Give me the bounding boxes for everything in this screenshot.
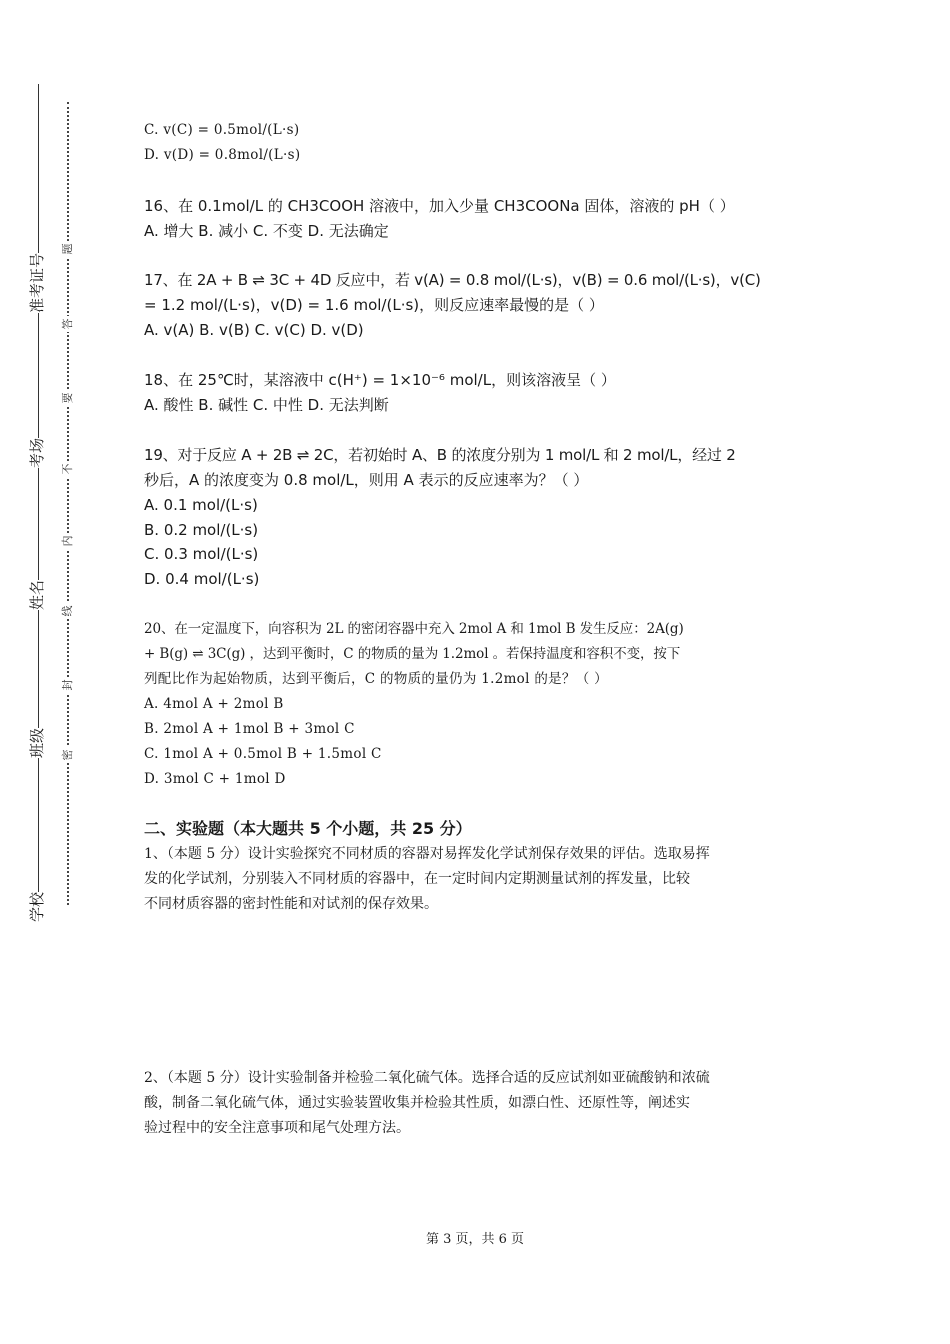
exp1-line1: 1、（本题 5 分）设计实验探究不同材质的容器对易挥发化学试剂保存效果的评估。选取易挥 xyxy=(144,846,710,862)
seal-char: 题 xyxy=(60,241,76,257)
seal-char: 要 xyxy=(60,390,76,406)
q19-option-b: B. 0.2 mol/(L·s) xyxy=(144,521,259,539)
q20-option-c: C. 1mol A + 0.5mol B + 1.5mol C xyxy=(144,746,382,762)
exam-room-label: 考场 xyxy=(28,437,46,468)
class-label: 班级 xyxy=(28,727,46,758)
q19-stem-line1: 19、对于反应 A + 2B ⇌ 2C，若初始时 A、B 的浓度分别为 1 mol/L 和 2 mol/L，经过 2 xyxy=(144,446,736,464)
q17-stem-line2: = 1.2 mol/(L·s)，v(D) = 1.6 mol/(L·s)，则反应速率最慢的是（ ） xyxy=(144,296,604,314)
seal-char: 密 xyxy=(60,747,76,763)
seal-char: 答 xyxy=(60,316,76,332)
q19-option-c: C. 0.3 mol/(L·s) xyxy=(144,545,259,563)
seal-char: 封 xyxy=(60,677,76,693)
school-label: 学校 xyxy=(28,891,46,922)
seal-char: 不 xyxy=(60,461,76,477)
seal-dotted-line xyxy=(67,102,69,905)
page-footer: 第 3 页，共 6 页 xyxy=(425,1232,525,1247)
q20-stem-line1: 20、在一定温度下，向容积为 2L 的密闭容器中充入 2mol A 和 1mol B 发生反应：2A(g) xyxy=(144,621,684,637)
exp1-line2: 发的化学试剂，分别装入不同材质的容器中，在一定时间内定期测量试剂的挥发量，比较 xyxy=(144,871,690,887)
q19-option-a: A. 0.1 mol/(L·s) xyxy=(144,496,258,514)
q17-stem-line1: 17、在 2A + B ⇌ 3C + 4D 反应中，若 v(A) = 0.8 mol/(L·s)，v(B) = 0.6 mol/(L·s)，v(C) xyxy=(144,271,761,289)
exp2-line3: 验过程中的安全注意事项和尾气处理方法。 xyxy=(144,1120,410,1136)
seal-char: 内 xyxy=(60,533,76,549)
binding-line xyxy=(38,84,39,919)
q20-stem-line2: + B(g) ⇌ 3C(g) ，达到平衡时，C 的物质的量为 1.2mol 。若保持温度和容积不变，按下 xyxy=(144,646,681,662)
exp1-line3: 不同材质容器的密封性能和对试剂的保存效果。 xyxy=(144,896,438,912)
exam-number-label: 准考证号 xyxy=(28,252,46,313)
q18-options: A. 酸性 B. 碱性 C. 中性 D. 无法判断 xyxy=(144,396,389,414)
q19-stem-line2: 秒后，A 的浓度变为 0.8 mol/L，则用 A 表示的反应速率为？（ ） xyxy=(144,471,589,489)
name-label: 姓名 xyxy=(28,579,46,610)
q20-option-d: D. 3mol C + 1mol D xyxy=(144,771,286,787)
exp2-line2: 酸，制备二氧化硫气体，通过实验装置收集并检验其性质，如漂白性、还原性等，阐述实 xyxy=(144,1095,690,1111)
exp2-line1: 2、（本题 5 分）设计实验制备并检验二氧化硫气体。选择合适的反应试剂如亚硫酸钠和浓硫 xyxy=(144,1070,710,1086)
q20-stem-line3: 列配比作为起始物质，达到平衡后，C 的物质的量仍为 1.2mol 的是？（ ） xyxy=(144,671,608,687)
q15-option-d: D. v(D) = 0.8mol/(L·s) xyxy=(144,147,301,163)
q20-option-a: A. 4mol A + 2mol B xyxy=(144,696,284,712)
q16-options: A. 增大 B. 减小 C. 不变 D. 无法确定 xyxy=(144,222,389,240)
q18-stem: 18、在 25℃时，某溶液中 c(H⁺) = 1×10⁻⁶ mol/L，则该溶液呈（ ） xyxy=(144,371,616,389)
section2-heading: 二、实验题（本大题共 5 个小题，共 25 分） xyxy=(144,819,472,838)
q17-options: A. v(A) B. v(B) C. v(C) D. v(D) xyxy=(144,321,364,339)
seal-char: 线 xyxy=(60,603,76,619)
q19-option-d: D. 0.4 mol/(L·s) xyxy=(144,570,260,588)
q20-option-b: B. 2mol A + 1mol B + 3mol C xyxy=(144,721,355,737)
q16-stem: 16、在 0.1mol/L 的 CH3COOH 溶液中，加入少量 CH3COONa 固体，溶液的 pH（ ） xyxy=(144,197,735,215)
q15-option-c: C. v(C) = 0.5mol/(L·s) xyxy=(144,122,300,138)
